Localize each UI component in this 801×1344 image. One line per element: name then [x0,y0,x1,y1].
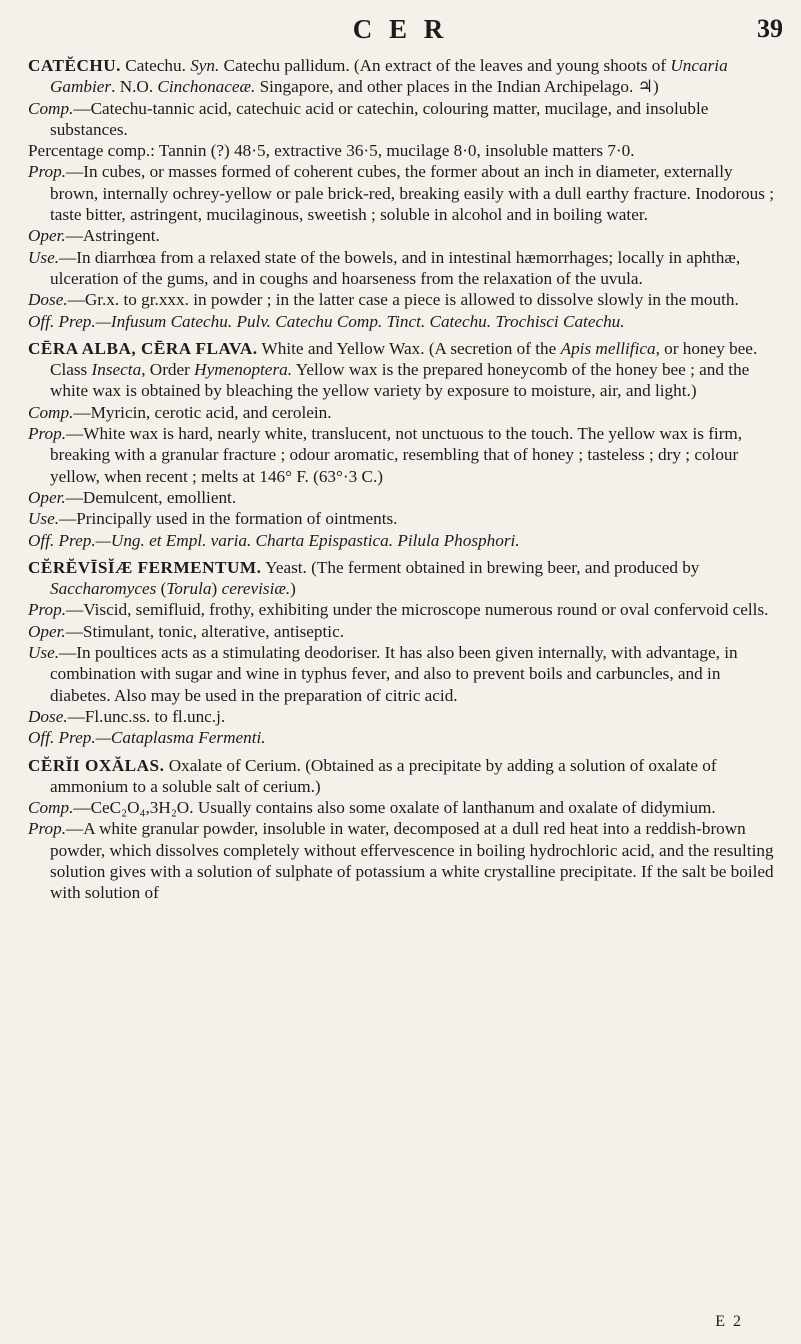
text-run: —Fl.unc.ss. to fl.unc.j. [67,706,226,726]
page-header [0,14,801,44]
text-run: —Catechu-tannic acid, catechuic acid or catechin, colouring matter, mucilage, and insoluble substances. [50,98,709,139]
italic-text: Use. [28,509,60,529]
entry-paragraph [28,225,778,246]
entry-paragraph [28,423,778,487]
italic-text: Comp. [28,798,74,818]
italic-text: Torula [166,579,212,599]
text-run: . N.O. [111,77,158,97]
text-run: —Demulcent, emollient. [65,487,237,507]
headword: CATĔCHU. [28,56,121,75]
entry-paragraph [28,161,778,225]
entry-paragraph [28,402,778,423]
italic-text: Off. Prep.—Cataplasma Fermenti. [28,728,266,748]
dictionary-entry [28,55,778,332]
text-run: —In cubes, or masses formed of coherent cubes, the former about an inch in diameter, externally brown, internally ochrey-yellow or pale brick-red, breaking easily with a dull earthy fracture. Inodorous ; taste bitter, astringent, mucilaginous, sweetish ; soluble in alcohol and in boiling water. [50,162,775,225]
italic-text: Prop. [28,162,67,182]
headword: CĔRĔVĪSĬÆ FERMENTUM. [28,557,262,577]
text-run: Percentage comp.: Tannin (?) 48·5, extractive 36·5, mucilage 8·0, insoluble matters 7·0. [28,141,635,161]
text-run: —Astringent. [65,226,160,246]
entry-paragraph [28,140,778,161]
entry-paragraph [28,289,778,310]
italic-text: Oper. [28,487,66,507]
text-run: Yeast. (The ferment obtained in brewing beer, and produced by [261,557,700,577]
italic-text: Hymenoptera. [194,360,293,380]
entry-heading-paragraph [28,557,778,600]
page-content [28,55,778,910]
entry-paragraph [28,599,778,620]
headword: CĒRA ALBA, CĒRA FLAVA. [28,338,258,358]
italic-text: Comp. [28,402,74,422]
entry-paragraph [28,247,778,290]
text-run: —Myricin, cerotic acid, and cerolein. [73,402,332,422]
entry-paragraph [28,642,778,706]
text-run: —Principally used in the formation of ointments. [59,509,398,529]
entry-paragraph [28,797,778,818]
entry-paragraph [28,508,778,529]
entry-paragraph [28,487,778,508]
text-run: —CeC₂O₄,3H₂O. Usually contains also some oxalate of lanthanum and oxalate of didymium. [73,798,716,818]
text-run: —Stimulant, tonic, alterative, antiseptic. [65,621,344,641]
italic-text: Prop. [28,819,67,839]
text-run: , Order [141,360,195,380]
entry-heading-paragraph [28,338,778,402]
italic-text: Syn. [190,56,220,75]
italic-text: Prop. [28,424,67,444]
entry-paragraph [28,706,778,727]
entry-paragraph [28,727,778,748]
italic-text: Apis mellifica [560,338,656,358]
italic-text: Insecta [91,360,142,380]
dictionary-entry [28,557,778,749]
italic-text: Dose. [28,706,68,726]
italic-text: Prop. [28,600,67,620]
entry-paragraph [28,98,778,141]
text-run: —White wax is hard, nearly white, translucent, not unctuous to the touch. The yellow wax is firm, breaking with a granular fracture ; odour aromatic, resembling that of honey ; tasteless ; dry ; colour yellow, when recent ; melts at 146° F. (63°·3 C.) [50,424,743,486]
italic-text: Cinchonaceæ. [157,77,256,97]
italic-text: Oper. [28,226,66,246]
italic-text: Use. [28,643,60,663]
text-run: —In poultices acts as a stimulating deodoriser. It has also been given internally, with advantage, in combination with sugar and wine in typhus fever, and also to prevent boils and carbuncles, and in diabetes. Also may be used in the preparation of citric acid. [50,643,738,705]
text-run: —A white granular powder, insoluble in water, decomposed at a dull red heat into a reddish-brown powder, which dissolves completely without effervescence in boiling hydrochloric acid, and the resulting solution gives with a solution of sulphate of potassium a white crystalline precipitate. If the salt be boiled with solution of [50,819,774,903]
italic-text: Comp. [28,98,74,118]
text-run: ( [156,579,167,599]
text-run: ) [211,579,222,599]
entry-paragraph [28,530,778,551]
italic-text: Dose. [28,290,68,310]
text-run: —Gr.x. to gr.xxx. in powder ; in the latter case a piece is allowed to dissolve slowly in the mouth. [67,290,739,310]
text-run: Catechu. [120,56,191,75]
running-head: C E R [352,14,449,44]
entry-paragraph [28,818,778,903]
text-run: —In diarrhœa from a relaxed state of the bowels, and in intestinal hæmorrhages; locally in aphthæ, ulceration of the gums, and in coughs and hoarseness from the relaxation of the uvula. [50,247,741,288]
italic-text: Off. Prep.—Ung. et Empl. varia. Charta Epispastica. Pilula Phosphori. [28,530,520,550]
text-run: Oxalate of Cerium. (Obtained as a precipitate by adding a solution of oxalate of ammonium to a soluble salt of cerium.) [50,755,717,796]
text-run: , or honey bee. Class [50,338,758,380]
dictionary-entry [28,338,778,551]
dictionary-entry [28,755,778,904]
italic-text: Off. Prep.—Infusum Catechu. Pulv. Catechu Comp. Tinct. Catechu. Trochisci Catechu. [28,311,625,331]
text-run: —Viscid, semifluid, frothy, exhibiting under the microscope numerous round or oval confervoid cells. [66,600,769,620]
entry-paragraph [28,311,778,332]
page-number: 39 [757,14,783,43]
italic-text: cerevisiæ. [221,579,291,599]
headword: CĔRĬI OXĂLAS. [28,755,165,775]
text-run: Catechu pallidum. (An extract of the leaves and young shoots of [219,56,671,75]
italic-text: Use. [28,247,60,267]
italic-text: Oper. [28,621,66,641]
entry-heading-paragraph [28,55,778,98]
signature-mark: E 2 [715,1313,743,1330]
italic-text: Saccharomyces [50,579,157,599]
text-run: White and Yellow Wax. (A secretion of the [257,338,561,358]
text-run: ) [290,579,296,599]
entry-heading-paragraph [28,755,778,798]
text-run: Singapore, and other places in the Indian Archipelago. ♃) [255,77,659,97]
entry-paragraph [28,621,778,642]
text-run: Yellow wax is the prepared honeycomb of the honey bee ; and the white wax is obtained by bleaching the yellow variety by exposure to moisture, air, and light.) [50,360,750,401]
italic-text: Uncaria Gambier [50,56,728,97]
